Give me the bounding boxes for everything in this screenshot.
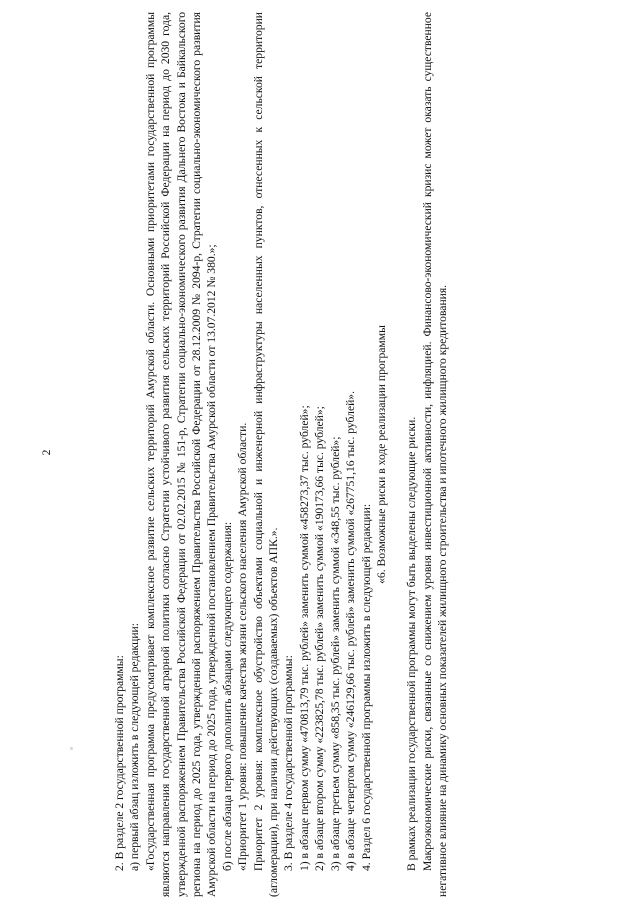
section-2-sub-b: б) после абзаца первого дополнить абзацами следующего содержания: [220,521,234,871]
spacer [389,12,404,897]
section-2-priority-2: Приоритет 2 уровня: комплексное обустройство объектами социальной и инженерной инфраструктуры населенных пунктов, отнесенных к сельской территории (агломерации), при наличии действующих (создаваемых) объектов АПК.». [251,12,281,897]
document-body [112,12,451,897]
section-3-line-3: 3) в абзаце третьем сумму «858,35 тыс. рублей» заменить суммой «348,55 тыс. рублей»; [328,436,342,871]
section-3-line-4: 4) в абзаце четвертом сумму «246129,66 тыс. рублей» заменить суммой «267751,16 тыс. рублей». [344,391,358,871]
page-number: 2 [40,449,53,456]
section-2-quote: «Государственная программа предусматривает комплексное развитие сельских территорий Амурской области. Основными приоритетами государственной программы являются направления государственной аграрной политики согласно Стратегии устойчивого развития сельских территорий Российской Федерации на период до 2030 года, утвержденной распоряжением Правительства Российской Федерации от 02.02.2015 № 151-р, Стратегии социально-экономического развития Дальнего Востока и Байкальского региона на период до 2025 года, утвержденной распоряжением Правительства Российской Федерации от 28.12.2009 № 2094-р, Стратегии социально-экономического развития Амурской области на период до 2025 года, утвержденной постановлением Правительства Амурской области от 13.07.2012 № 380.»; [143,12,219,897]
section-2-sub-a: а) первый абзац изложить в следующей редакции: [128,623,142,871]
section-3-item: 3. В разделе 4 государственной программы: [282,655,296,871]
section-4-heading: «6. Возможные риски в ходе реализации программы [374,325,388,584]
section-3-line-2: 2) в абзаце втором сумму «223825,78 тыс. рублей» заменить суммой «190173,66 тыс. рублей»; [313,406,327,871]
section-2-item: 2. В разделе 2 государственной программы: [113,655,126,871]
section-4-item: 4. Раздел 6 государственной программы изложить в следующей редакции: [359,503,373,871]
section-4-para-2: Макроэкономические риски, связанные со снижением уровня инвестиционной активности, инфляцией. Финансово-экономический кризис может оказать существенное негативное влияние на динамику основных показателей жилищного строительства и ипотечного жилищного кредитования. [420,12,450,897]
section-2-priority-1: «Приоритет 1 уровня: повышение качества жизни сельского населения Амурской области. [236,422,250,871]
section-4-para-1: В рамках реализации государственной программы могут быть выделены следующие риски. [405,416,419,871]
section-3-line-1: 1) в абзаце первом сумму «470813,79 тыс. рублей» заменить суммой «458273,37 тыс. рублей»; [297,405,311,871]
